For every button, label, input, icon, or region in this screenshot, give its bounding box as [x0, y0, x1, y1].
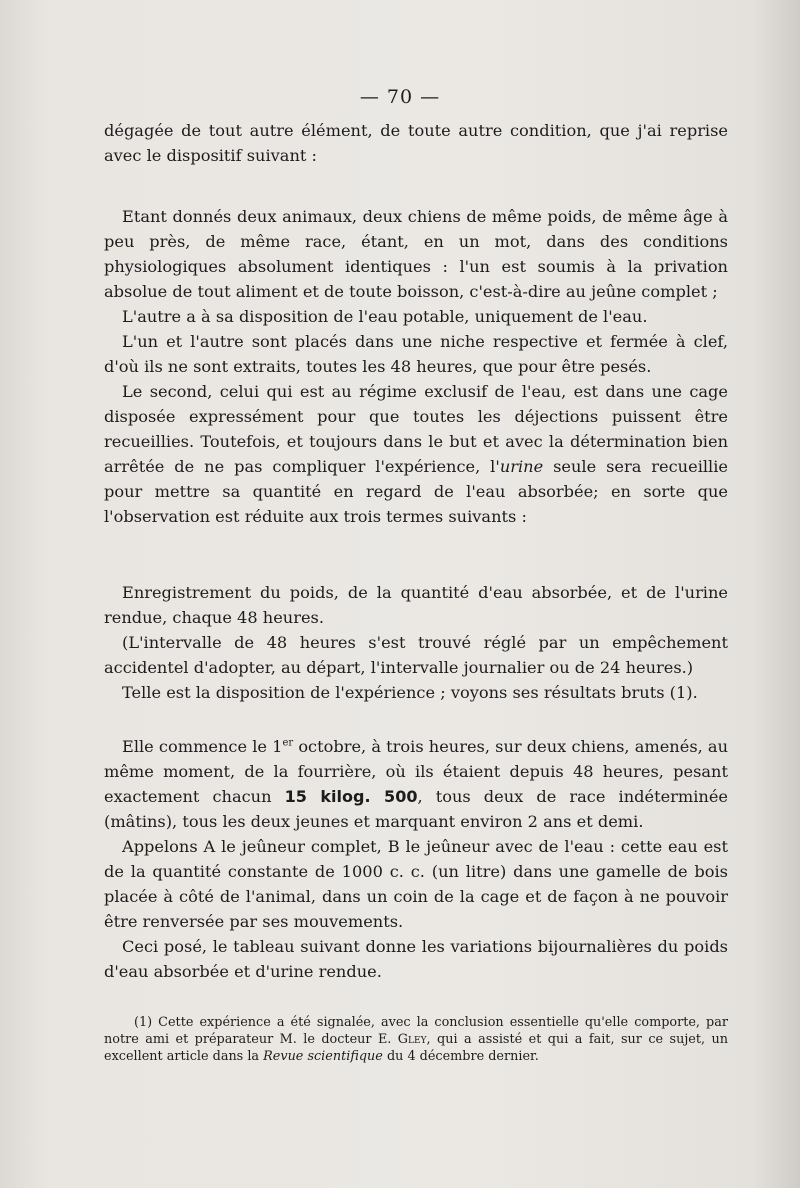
recording-paragraph-3: Telle est la disposition de l'expérience ; voyons ses résultats bruts (1). [122, 683, 698, 702]
section-setup [104, 204, 728, 529]
weight-bold: 15 kilog. 500 [284, 787, 418, 806]
recording-paragraph-2: (L'intervalle de 48 heures s'est trouvé réglé par un empêchement accidentel d'adopter, au départ, l'intervalle journalier ou de 24 heures.) [104, 633, 728, 677]
setup-paragraph-2: L'autre a à sa disposition de l'eau potable, uniquement de l'eau. [122, 307, 648, 326]
experiment-paragraph-3: Ceci posé, le tableau suivant donne les variations bijournalières du poids d'eau absorbée et d'urine rendue. [104, 937, 728, 981]
footnote [104, 1014, 728, 1065]
setup-paragraph-3: L'un et l'autre sont placés dans une niche respective et fermée à clef, d'où ils ne sont extraits, toutes les 48 heures, que pour être pesés. [104, 332, 728, 376]
setup-paragraph-1: Etant donnés deux animaux, deux chiens de même poids, de même âge à peu près, de même race, étant, en un mot, dans des conditions physiologiques absolument identiques : l'un est soumis à la privation absolue de tout aliment et de toute boisson, c'est-à-dire au jeûne complet ; [104, 207, 728, 301]
experiment-paragraph-2: Appelons A le jeûneur complet, B le jeûneur avec de l'eau : cette eau est de la quantité constante de 1000 c. c. (un litre) dans une gamelle de bois placée à côté de l'animal, dans un coin de la cage et de façon à ne pouvoir être renversée par ses mouvements. [104, 837, 728, 931]
recording-paragraph-1: Enregistrement du poids, de la quantité d'eau absorbée, et de l'urine rendue, chaque 48 heures. [104, 583, 728, 627]
paragraph-intro [104, 118, 728, 168]
intro-text: dégagée de tout autre élément, de toute autre condition, que j'ai reprise avec le dispositif suivant : [104, 121, 728, 165]
footnote-text: (1) Cette expérience a été signalée, avec la conclusion essentielle qu'elle comporte, par notre ami et préparateur M. le docteur E. Gley, qui a assisté et qui a fait, sur ce sujet, un excellent article dans la Revue scientifique du 4 décembre dernier. [104, 1015, 728, 1064]
section-recording [104, 580, 728, 705]
urine-italic: urine [499, 457, 544, 476]
section-experiment [104, 734, 728, 984]
page-number: — 70 — [359, 86, 441, 108]
experiment-paragraph-1: Elle commence le 1er octobre, à trois heures, sur deux chiens, amenés, au même moment, de la fourrière, où ils étaient depuis 48 heures, pesant exactement chacun 15 kilog. 500, tous deux de race indéterminée (mâtins), tous les deux jeunes et marquant environ 2 ans et demi. [104, 737, 729, 831]
setup-paragraph-4: Le second, celui qui est au régime exclusif de l'eau, est dans une cage disposée expressément pour que toutes les déjections puissent être recueillies. Toutefois, et toujours dans le but et avec la détermination bien arrêtée de ne pas compliquer l'expérience, l'urine seule sera recueillie pour mettre sa quantité en regard de l'eau absorbée; en sorte que l'observation est réduite aux trois termes suivants : [104, 382, 728, 526]
